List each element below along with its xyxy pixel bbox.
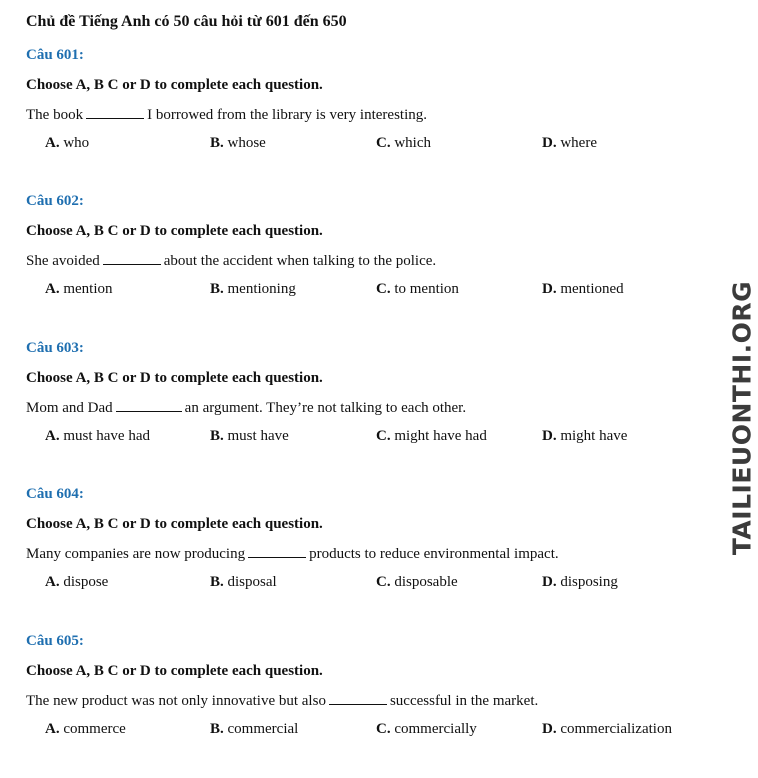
answer-blank — [116, 399, 182, 412]
option-d[interactable] — [542, 721, 672, 738]
option-b[interactable] — [210, 428, 289, 445]
option-b[interactable] — [210, 574, 277, 591]
question-stem — [26, 399, 466, 417]
stem-before: Many companies are now producing — [26, 546, 246, 562]
option-letter: B. — [210, 574, 224, 590]
option-letter: C. — [376, 281, 391, 297]
option-letter: C. — [376, 574, 391, 590]
option-text: who — [63, 135, 90, 151]
option-text: must have — [227, 428, 289, 444]
option-text: commercially — [394, 721, 477, 737]
option-text: mention — [63, 281, 113, 297]
option-letter: A. — [45, 135, 60, 151]
option-text: might have had — [394, 428, 487, 444]
option-letter: C. — [376, 428, 391, 444]
option-d[interactable] — [542, 281, 624, 298]
question-number: Câu 602: — [26, 193, 84, 209]
option-text: to mention — [394, 281, 459, 297]
question-instruction: Choose A, B C or D to complete each question. — [26, 370, 323, 386]
option-b[interactable] — [210, 135, 266, 152]
question-605 — [0, 633, 700, 778]
question-stem — [26, 545, 559, 563]
option-c[interactable] — [376, 281, 459, 298]
question-instruction: Choose A, B C or D to complete each question. — [26, 77, 323, 93]
stem-after: an argument. They’re not talking to each other. — [184, 400, 467, 416]
question-601 — [0, 47, 700, 192]
question-604 — [0, 486, 700, 631]
question-number: Câu 601: — [26, 47, 84, 63]
option-text: dispose — [63, 574, 109, 590]
document-title: Chủ đề Tiếng Anh có 50 câu hỏi từ 601 đến 650 — [26, 13, 347, 30]
question-instruction: Choose A, B C or D to complete each question. — [26, 516, 323, 532]
option-letter: C. — [376, 135, 391, 151]
option-d[interactable] — [542, 135, 597, 152]
watermark: TAILIEUONTHI.ORG — [727, 280, 757, 556]
option-letter: A. — [45, 428, 60, 444]
option-letter: D. — [542, 721, 557, 737]
option-text: might have — [560, 428, 628, 444]
question-stem — [26, 692, 538, 710]
option-c[interactable] — [376, 135, 431, 152]
option-letter: D. — [542, 281, 557, 297]
option-letter: A. — [45, 574, 60, 590]
option-a[interactable] — [45, 721, 126, 738]
option-letter: D. — [542, 428, 557, 444]
stem-after: I borrowed from the library is very interesting. — [147, 107, 427, 123]
option-a[interactable] — [45, 574, 108, 591]
option-letter: D. — [542, 574, 557, 590]
option-text: mentioning — [227, 281, 296, 297]
question-stem — [26, 106, 427, 124]
option-d[interactable] — [542, 574, 618, 591]
option-text: commercial — [227, 721, 299, 737]
option-text: commerce — [63, 721, 126, 737]
stem-before: The new product was not only innovative but also — [26, 693, 326, 709]
question-602 — [0, 193, 700, 338]
option-text: disposing — [560, 574, 618, 590]
option-c[interactable] — [376, 428, 487, 445]
stem-before: Mom and Dad — [26, 400, 113, 416]
option-letter: B. — [210, 428, 224, 444]
question-number: Câu 603: — [26, 340, 84, 356]
option-b[interactable] — [210, 721, 298, 738]
option-letter: B. — [210, 135, 224, 151]
option-a[interactable] — [45, 281, 113, 298]
option-a[interactable] — [45, 135, 89, 152]
stem-after: products to reduce environmental impact. — [309, 546, 559, 562]
option-text: disposal — [227, 574, 277, 590]
question-number: Câu 604: — [26, 486, 84, 502]
option-text: whose — [227, 135, 266, 151]
option-text: must have had — [63, 428, 150, 444]
stem-after: successful in the market. — [389, 693, 539, 709]
answer-blank — [86, 106, 144, 119]
option-text: which — [394, 135, 432, 151]
stem-after: about the accident when talking to the police. — [163, 253, 437, 269]
option-d[interactable] — [542, 428, 627, 445]
answer-blank — [329, 692, 387, 705]
question-stem — [26, 252, 436, 270]
question-number: Câu 605: — [26, 633, 84, 649]
option-text: commercialization — [560, 721, 672, 737]
option-letter: B. — [210, 281, 224, 297]
option-letter: A. — [45, 281, 60, 297]
option-b[interactable] — [210, 281, 296, 298]
option-letter: C. — [376, 721, 391, 737]
option-text: mentioned — [560, 281, 624, 297]
option-c[interactable] — [376, 721, 477, 738]
option-letter: A. — [45, 721, 60, 737]
stem-before: She avoided — [26, 253, 100, 269]
answer-blank — [248, 545, 306, 558]
question-instruction: Choose A, B C or D to complete each question. — [26, 223, 323, 239]
question-instruction: Choose A, B C or D to complete each question. — [26, 663, 323, 679]
option-text: disposable — [394, 574, 458, 590]
option-a[interactable] — [45, 428, 150, 445]
option-text: where — [560, 135, 597, 151]
option-letter: B. — [210, 721, 224, 737]
option-letter: D. — [542, 135, 557, 151]
answer-blank — [103, 252, 161, 265]
option-c[interactable] — [376, 574, 458, 591]
question-603 — [0, 340, 700, 485]
stem-before: The book — [26, 107, 84, 123]
